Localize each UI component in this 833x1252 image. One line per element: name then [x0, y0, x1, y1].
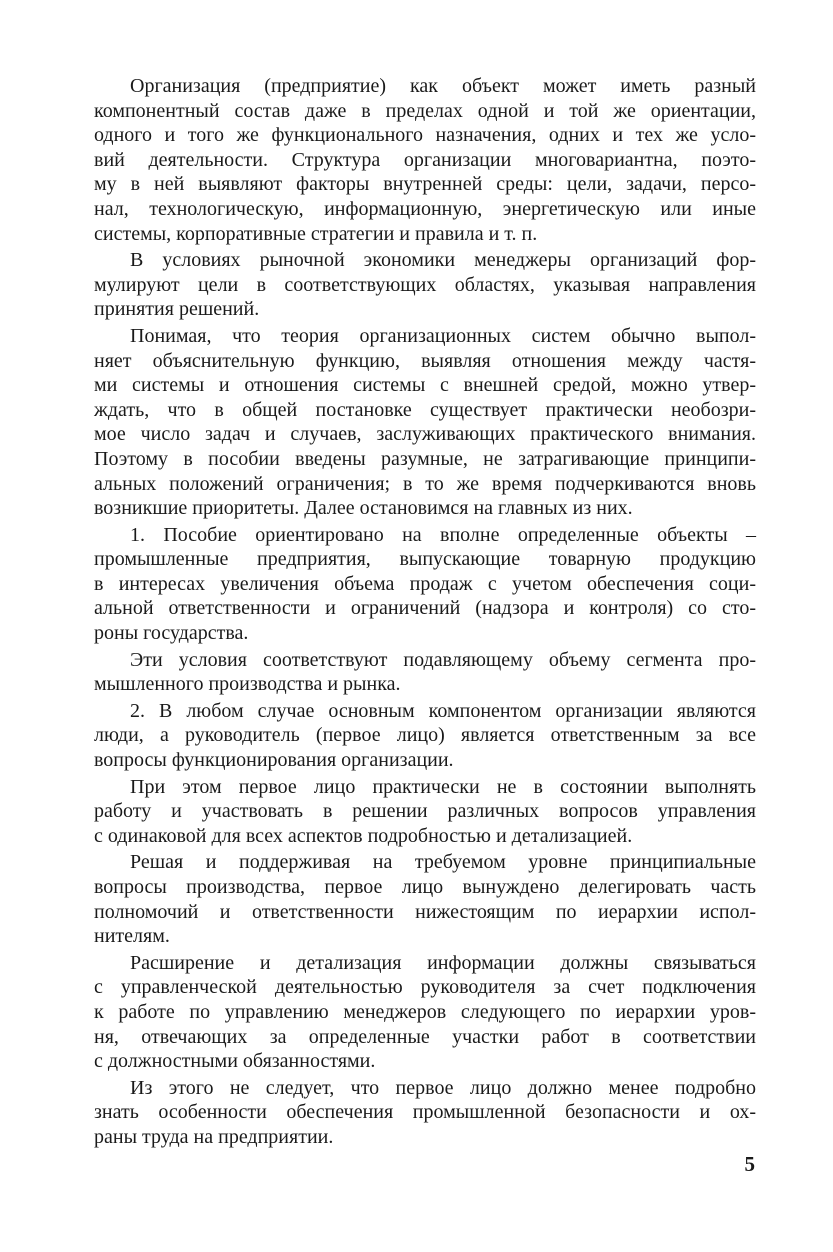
text-line: промышленные предприятия, выпускающие товарную продукцию	[94, 548, 756, 571]
text-line: Расширение и детализация информации должны связываться	[130, 951, 756, 974]
text-line: 2. В любом случае основным компонентом организации являются	[130, 699, 756, 722]
page-number: 5	[744, 1152, 755, 1176]
text-line: знать особенности обеспечения промышленной безопасности и ох-	[94, 1101, 756, 1124]
text-line: принятия решений.	[94, 298, 260, 321]
paragraph	[94, 523, 756, 646]
paragraph	[94, 699, 756, 773]
paragraph	[94, 248, 756, 322]
text-line: раны труда на предприятии.	[94, 1125, 334, 1148]
text-line: му в ней выявляют факторы внутренней среды: цели, задачи, персо-	[94, 173, 756, 196]
text-line: люди, а руководитель (первое лицо) является ответственным за все	[94, 724, 756, 747]
text-line: ня, отвечающих за определенные участки работ в соответствии	[94, 1025, 756, 1048]
text-line: Поэтому в пособии введены разумные, не затрагивающие принципи-	[94, 447, 756, 470]
text-line: Решая и поддерживая на требуемом уровне принципиальные	[130, 851, 756, 874]
page-body	[94, 74, 756, 1152]
text-line: Эти условия соответствуют подавляющему объему сегмента про-	[130, 648, 756, 671]
text-line: с одинаковой для всех аспектов подробностью и детализацией.	[94, 824, 633, 847]
text-line: полномочий и ответственности нижестоящим по иерархии испол-	[94, 900, 756, 923]
text-line: к работе по управлению менеджеров следующего по иерархии уров-	[94, 1000, 756, 1023]
text-line: Из этого не следует, что первое лицо должно менее подробно	[130, 1076, 756, 1099]
text-line: В условиях рыночной экономики менеджеры организаций фор-	[130, 249, 756, 272]
text-line: ми системы и отношения системы с внешней средой, можно утвер-	[94, 374, 756, 397]
text-line: Понимая, что теория организационных систем обычно выпол-	[130, 324, 756, 347]
paragraph	[94, 648, 756, 697]
text-line: одного и того же функционального назначения, одних и тех же усло-	[94, 124, 756, 147]
text-line: с должностными обязанностями.	[94, 1050, 376, 1073]
text-line: в интересах увеличения объема продаж с учетом обеспечения соци-	[94, 572, 756, 595]
paragraph	[94, 74, 756, 246]
text-line: При этом первое лицо практически не в состоянии выполнять	[130, 775, 756, 798]
text-line: с управленческой деятельностью руководителя за счет подключения	[94, 976, 756, 999]
text-line: роны государства.	[94, 622, 249, 645]
text-line: компонентный состав даже в пределах одной и той же ориентации,	[94, 99, 756, 122]
text-line: вий деятельности. Структура организации многовариантна, поэто-	[94, 148, 756, 171]
text-line: вопросы производства, первое лицо вынуждено делегировать часть	[94, 876, 756, 898]
text-line: нителям.	[94, 925, 170, 948]
text-line: няет объяснительную функцию, выявляя отношения между частя-	[94, 349, 756, 372]
text-line: системы, корпоративные стратегии и правила и т. п.	[94, 222, 538, 245]
text-line: Организация (предприятие) как объект может иметь разный	[130, 75, 756, 97]
text-line: ждать, что в общей постановке существует практически необозри-	[94, 398, 756, 421]
text-line: 1. Пособие ориентировано на вполне определенные объекты –	[130, 523, 756, 546]
text-line: нал, технологическую, информационную, энергетическую или иные	[94, 197, 756, 220]
text-line: мышленного производства и рынка.	[94, 673, 401, 696]
text-line: работу и участвовать в решении различных вопросов управления	[94, 800, 756, 823]
text-line: мулируют цели в соответствующих областях, указывая направления	[94, 273, 756, 296]
text-line: альной ответственности и ограничений (надзора и контроля) со сто-	[94, 597, 756, 620]
paragraph	[94, 951, 756, 1074]
paragraph	[94, 775, 756, 849]
text-line: альных положений ограничения; в то же время подчеркиваются вновь	[94, 472, 756, 495]
text-line: возникшие приоритеты. Далее остановимся на главных из них.	[94, 497, 633, 520]
text-line: мое число задач и случаев, заслуживающих практического внимания.	[94, 423, 756, 446]
paragraph	[94, 1076, 756, 1150]
paragraph	[94, 850, 756, 948]
paragraph	[94, 324, 756, 521]
text-line: вопросы функционирования организации.	[94, 749, 454, 772]
